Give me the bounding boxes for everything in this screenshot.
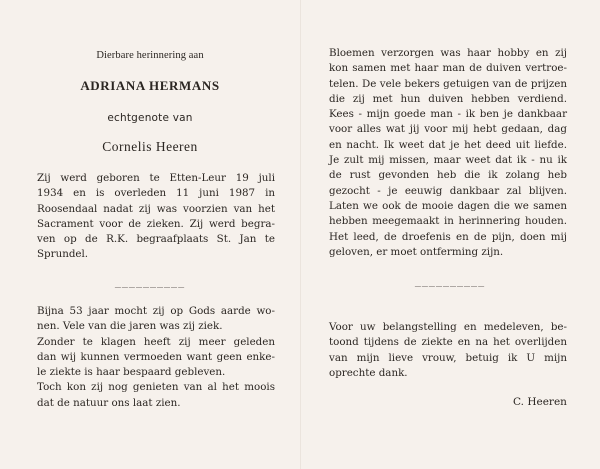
- text-line: die zij met hun duiven hebben verdiend.: [329, 92, 567, 105]
- text-line: dat de natuur ons laat zien.: [37, 396, 181, 409]
- spouse-label: echtgenote van: [107, 112, 193, 124]
- separator: __________: [114, 277, 186, 288]
- separator: __________: [414, 276, 486, 287]
- text-line: le ziekte is haar bespaard gebleven.: [37, 366, 226, 379]
- spouse-name: Cornelis Heeren: [102, 139, 198, 154]
- deceased-name: ADRIANA HERMANS: [80, 78, 220, 93]
- text-line: Bloemen verzorgen was haar hobby en zij: [329, 47, 567, 59]
- text-line: nen. Vele van die jaren was zij ziek.: [37, 320, 223, 333]
- text-line: Zonder te klagen heeft zij meer geleden: [37, 335, 275, 348]
- text-line: de rust gevonden heb die ik zolang heb: [329, 169, 567, 182]
- text-line: Sacrament voor de zieken. Zij werd begra-: [37, 217, 275, 230]
- text-line: voor alles wat jij voor mij hebt gedaan, dag: [329, 123, 567, 136]
- text-line: Sprundel.: [37, 248, 89, 261]
- text-line: Je zult mij missen, maar weet dat ik - nu ik: [329, 154, 567, 167]
- text-line: ven op de R.K. begraafplaats St. Jan te: [37, 233, 275, 246]
- text-line: Toch kon zij nog genieten van al het moois: [37, 381, 275, 394]
- text-line: Laten we ook de mooie dagen die we samen: [329, 199, 567, 212]
- text-line: Roosendaal nadat zij was voorzien van het: [37, 202, 275, 215]
- text-line: kon samen met haar man de duiven vertroe-: [329, 62, 567, 75]
- text-line: gezocht - je eeuwig dankbaar zal blijven.: [329, 184, 567, 197]
- text-line: van mijn lieve vrouw, betuig ik U mijn: [329, 351, 567, 364]
- text-line: hebben meegemaakt in herinnering houden.: [329, 215, 567, 228]
- text-line: Bijna 53 jaar mocht zij op Gods aarde wo-: [37, 305, 275, 317]
- text-line: Het leed, de droefenis en de pijn, doen mij: [329, 230, 567, 243]
- text-line: geloven, er moet ontferming zijn.: [329, 245, 504, 258]
- life-paragraph: [37, 304, 275, 411]
- text-line: dan wij kunnen vermoeden want geen enke-: [37, 350, 275, 363]
- signature: C. Heeren: [513, 396, 567, 408]
- biography-paragraph: [37, 171, 275, 263]
- intro-text: Dierbare herinnering aan: [96, 50, 204, 61]
- text-line: toond tijdens de ziekte en na het overlijden: [329, 336, 567, 349]
- text-line: Kees - mijn goede man - ik ben je dankbaar: [329, 108, 567, 121]
- text-line: Voor uw belangstelling en medeleven, be-: [329, 321, 567, 333]
- text-line: telen. De vele bekers getuigen van de prijzen: [329, 77, 567, 90]
- text-line: Zij werd geboren te Etten-Leur 19 juli: [37, 172, 275, 184]
- card-fold: [300, 0, 301, 469]
- text-line: oprechte dank.: [329, 366, 408, 379]
- remembrance-paragraph: [329, 46, 567, 260]
- gratitude-paragraph: [329, 320, 567, 381]
- text-line: en nacht. Ik weet dat je het deed uit liefde.: [329, 138, 567, 151]
- text-line: 1934 en is overleden 11 juni 1987 in: [37, 187, 275, 200]
